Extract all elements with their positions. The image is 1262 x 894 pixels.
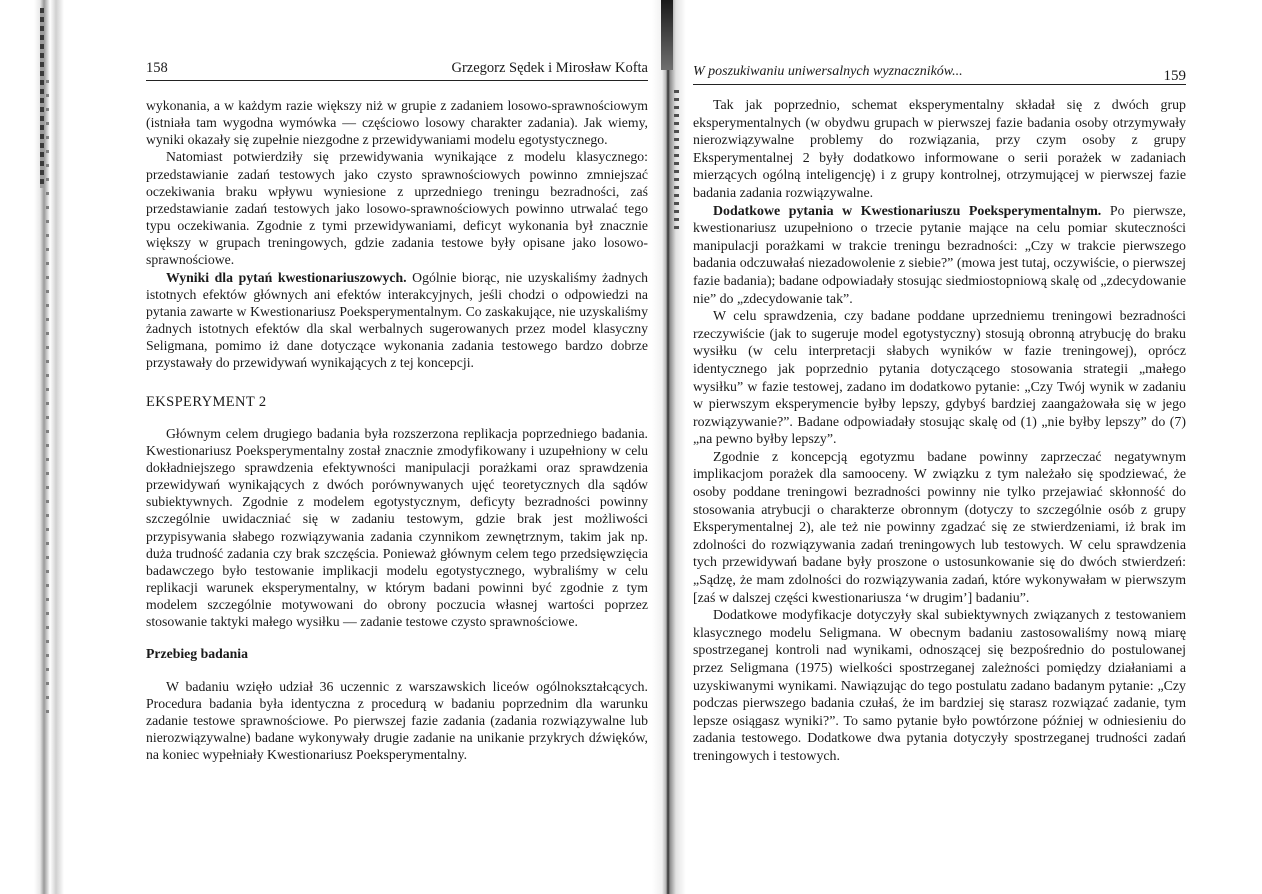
additional-questions-lead: Dodatkowe pytania w Kwestionariuszu Poeksperymentalnym. [713,203,1102,219]
left-page-header [146,56,648,81]
right-running-head: W poszukiwaniu uniwersalnych wyznaczników... [693,64,963,79]
subheading-procedure: Przebieg badania [146,645,248,661]
results-questionnaire-lead: Wyniki dla pytań kwestionariuszowych. [166,269,407,285]
right-paragraph-2 [693,203,1186,309]
right-page-header [693,62,1186,85]
left-paragraph-2: Natomiast potwierdziły się przewidywania wynikające z modelu klasycznego: przedstawianie zadań testowych jako czysto sprawnościowych powinno zmniejszać oczekiwania braku wpływu wyniesione z uprzedniego treningu bezradności, zaś przedstawianie zadań testowych jako losowo-sprawnościowych powinno utrwalać tego typu oczekiwania. Zgodnie z tymi przewidywaniami, deficyt wykonania był znacznie większy w grupach treningowych, gdzie zadania testowe były opisane jako losowo-sprawnościowe. [146,149,648,268]
left-paragraph-5: W badaniu wzięło udział 36 uczennic z warszawskich liceów ogólnokształcących. Procedura badania była identyczna z procedurą w badaniu poprzednim dla warunku zadanie testowe sprawnościowe. Po pierwszej fazie zadania (zadania rozwiązywalne lub nierozwiązywalne) badane wykonywały drugie zadanie na unikanie przykrych dźwięków, na koniec wypełniały Kwestionariusz Poeksperymentalny. [146,678,648,763]
book-gutter [652,0,686,894]
right-paragraph-5: Dodatkowe modyfikacje dotyczyły skal subiektywnych związanych z testowaniem klasycznego modelu Seligmana. W obecnym badaniu zastosowaliśmy nową miarę spostrzeganej kontroli nad wynikami, odnoszącej się bezpośrednio do postulowanej przez Seligmana (1975) wielkości spostrzeganej zależności pomiędzy działaniami a uzyskiwanymi wynikami. Nawiązując do tego postulatu zadano badanym pytanie: „Czy podczas pierwszego badania czułaś, że im bardziej się starasz rozwiązać zadanie, tym lepsze osiągasz wyniki?”. To samo pytanie było powtórzone później w odniesieniu do zadania testowego. Dodatkowe dwa pytania dotyczyły spostrzeganej trudności zadań treningowych i testowych. [693,608,1186,764]
left-paragraph-3 [146,269,648,372]
scan-left-edge [0,0,70,894]
left-paragraph-4: Głównym celem drugiego badania była rozszerzona replikacja poprzedniego badania. Kwestionariusz Poeksperymentalny został znacznie zmodyfikowany i uzupełniony w celu dokładniejszego sprawdzenia efektywności manipulacji porażkami oraz sprawdzenia przewidywań wynikających z dwóch porównywanych ujęć teoretycznych dla sądów subiektywnych. Zgodnie z modelem egotystycznym, deficyty bezradności powinny szczególnie uwidaczniać się w zadaniu testowym, gdzie brak jest możliwości przypisywania słabego rozwiązywania zadania czynnikom zewnętrznym, takim jak np. duża trudność zadania czy brak szczęścia. Ponieważ głównym celem tego przedsięwzięcia badawczego było testowanie implikacji modelu egotystycznego, wybraliśmy w celu replikacji warunek eksperymentalny, w którym badani powinni być zgodnie z tym modelem szczególnie motywowani do obrony poczucia własnej wartości poprzez stosowanie taktyki małego wysiłku — zadanie testowe czysto sprawnościowe. [146,425,648,630]
right-paragraph-3: W celu sprawdzenia, czy badane poddane uprzedniemu treningowi bezradności rzeczywiście (jak to sugeruje model egotystyczny) stosują obronną atrybucję do braku wysiłku (w celu interpretacji słabych wyników w fazie treningowej), oprócz identycznego jak poprzednio pytania dotyczącego stosowania strategii „małego wysiłku” w fazie testowej, zadano im dodatkowo pytanie: „Czy Twój wynik w zadaniu w pierwszym eksperymencie byłby lepszy, gdybyś bardziej zaangażowała się w jego rozwiązywanie?”. Badane odpowiadały stosując skalę od (1) „nie byłby lepszy” do (7) „na pewno byłby lepszy”. [693,309,1186,448]
results-questionnaire-text: Ogólnie biorąc, nie uzyskaliśmy żadnych istotnych efektów głównych ani efektów interakcyjnych, jeśli chodzi o odpowiedzi na pytania zawarte w Kwestionariusz Poeksperymentalnym. Co zaskakujące, nie uzyskaliśmy żadnych istotnych efektów dla skal werbalnych sugerowanych przez model klasyczny Seligmana, pomimo iż dane dotyczące wykonania zadania testowego bardzo dobrze przystawały do przewidywań wynikających z tej koncepcji. [146,269,648,371]
right-page-number: 159 [1163,68,1186,84]
left-page-body [146,97,648,763]
right-paragraph-1: Tak jak poprzednio, schemat eksperymentalny składał się z dwóch grup eksperymentalnych (w obydwu grupach w pierwszej fazie badania osoby otrzymywały nierozwiązywalne problemy do rozwiązania, przy czym osoby z grupy Eksperymentalnej 2 były dodatkowo informowane o serii porażek w zadaniach mierzących ogólną inteligencję) i z grupy kontrolnej, otrzymującej w pierwszej fazie badania zadania rozwiązywalne. [693,98,1186,201]
additional-questions-text: Po pierwsze, kwestionariusz uzupełniono o trzecie pytanie mające na celu pomiar skuteczności manipulacji porażkami w trakcie treningu bezradności: „Czy w trakcie pierwszego badania odczuwałaś niezadowolenie z siebie?” (mowa jest tutaj, oczywiście, o pierwszej fazie badania); badane odpowiadały stosując siedmiostopniową skalę od „zdecydowanie nie” do „zdecydowanie tak”. [693,203,1186,307]
right-page-body [693,97,1186,766]
left-paragraph-1: wykonania, a w każdym razie większy niż w grupie z zadaniem losowo-sprawnościowym (istniała tam wygodna wymówka — częściowo losowy charakter zadania). Jak wiemy, wyniki okazały się zupełnie niezgodne z przewidywaniami modelu egotystycznego. [146,98,648,148]
left-running-head: Grzegorz Sędek i Mirosław Kofta [451,60,648,76]
left-page-number: 158 [146,60,168,76]
section-heading-experiment-2: EKSPERYMENT 2 [146,393,267,410]
right-paragraph-4: Zgodnie z koncepcją egotyzmu badane powinny zaprzeczać negatywnym implikacjom porażek dla samooceny. W związku z tym należało się spodziewać, że osoby poddane treningowi bezradności powinny nie tylko przejawiać skłonność do stosowania atrybucji o charakterze obronnym (dotyczy to szczególnie osób z grupy Eksperymentalnej 2), ale też nie powinny zgadzać się ze stwierdzeniami, iż brak im zdolności do rozwiązywania zadań treningowych lub testowych. W celu sprawdzenia tych przewidywań badane były proszone o ustosunkowanie się do dwóch stwierdzeń: „Sądzę, że mam zdolności do rozwiązywania zadań, które wykonywałam w pierwszym [zaś w dalszej części kwestionariusza ‘w drugim’] badaniu”. [693,449,1186,606]
